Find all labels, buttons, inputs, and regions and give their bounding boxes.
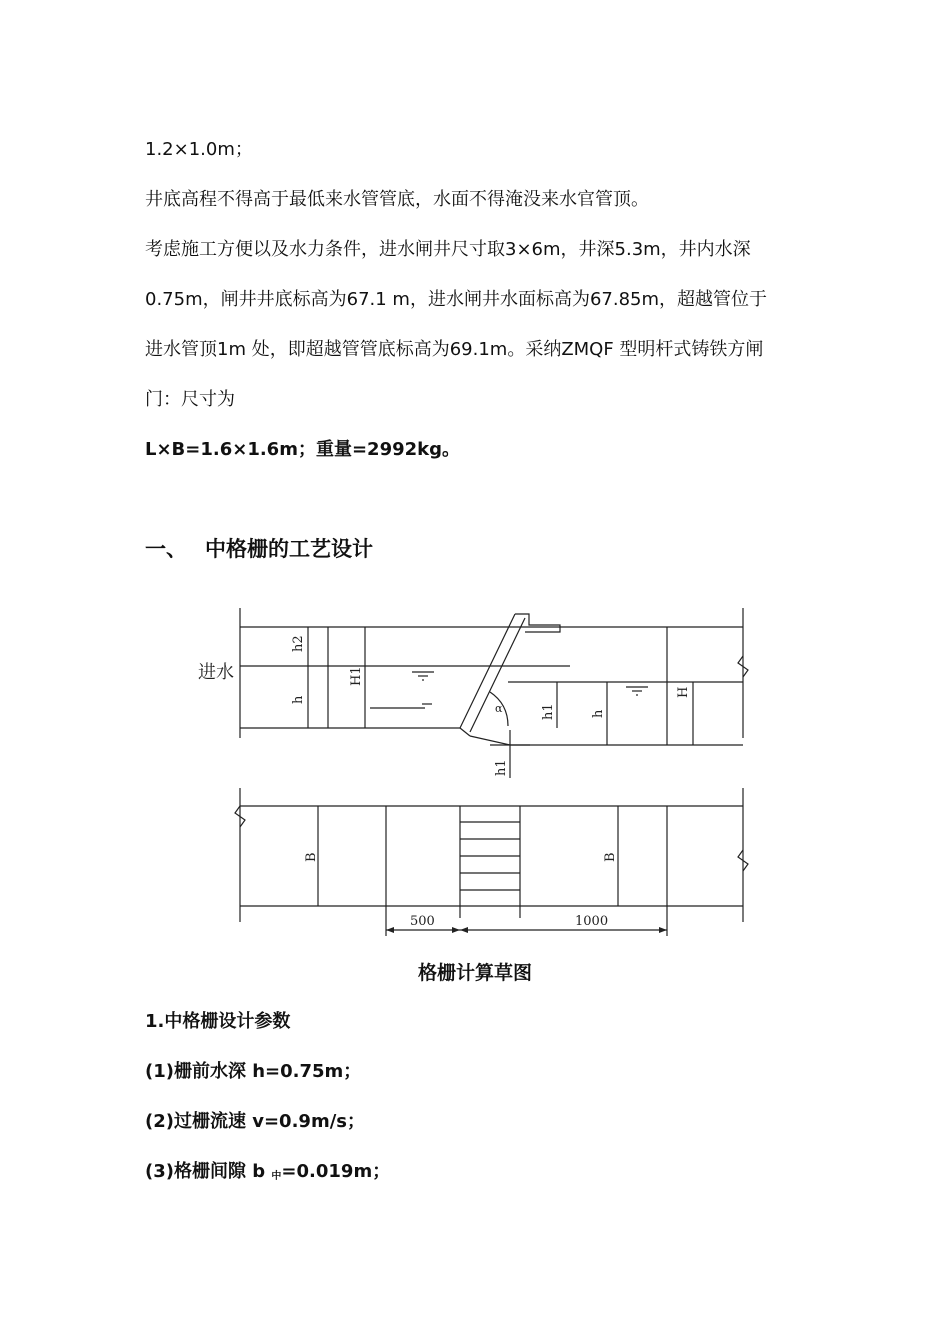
paragraph-line-6: 门：尺寸为 [145, 389, 235, 410]
label-h1-lower: h1 [494, 759, 509, 776]
gate-spec-line: L×B=1.6×1.6m；重量=2992kg。 [145, 439, 460, 460]
dimension-1000: 1000 [575, 914, 609, 929]
paragraph-line-5: 进水管顶1m 处，即超越管管底标高为69.1m。采纳ZMQF 型明杆式铸铁方闸 [145, 339, 764, 360]
screen-calculation-sketch [190, 600, 770, 945]
paragraph-line-3: 考虑施工方便以及水力条件，进水闸井尺寸取3×6m，井深5.3m，井内水深 [145, 239, 751, 260]
paragraph-line-1: 1.2×1.0m； [145, 139, 253, 160]
paragraph-line-4: 0.75m，闸井井底标高为67.1 m，进水闸井水面标高为67.85m，超越管位于 [145, 289, 768, 310]
figure-caption: 格栅计算草图 [417, 962, 532, 984]
inlet-label: 进水 [198, 662, 234, 683]
screen-bar-left [460, 614, 515, 728]
label-H: H [676, 686, 691, 698]
bottom-step-line [470, 736, 510, 745]
paragraph-line-2: 井底高程不得高于最低来水管管底，水面不得淹没来水官管顶。 [145, 189, 649, 210]
label-B-left: B [304, 852, 319, 862]
params-heading: 1.中格栅设计参数 [145, 1011, 291, 1032]
screen-top-platform [515, 614, 560, 632]
label-h-upstream: h [291, 695, 306, 704]
param-item-3-suffix: =0.019m； [281, 1161, 391, 1182]
dimension-500: 500 [410, 914, 435, 929]
section-title: 中格栅的工艺设计 [205, 537, 373, 561]
param-item-3 [145, 1160, 390, 1189]
label-h1-upper: h1 [541, 703, 556, 720]
label-h2: h2 [291, 635, 306, 652]
param-item-3-prefix: (3)格栅间隙 b [145, 1161, 266, 1182]
param-item-1: (1)栅前水深 h=0.75m； [145, 1061, 362, 1082]
label-H1: H1 [349, 666, 364, 686]
section-number: 一、 [145, 537, 187, 561]
param-item-2: (2)过栅流速 v=0.9m/s； [145, 1111, 365, 1132]
section-heading [145, 537, 373, 561]
param-item-3-subscript: 中 [271, 1171, 282, 1182]
label-alpha: α [495, 702, 503, 715]
label-B-right: B [603, 852, 618, 862]
label-h-downstream: h [591, 709, 606, 718]
